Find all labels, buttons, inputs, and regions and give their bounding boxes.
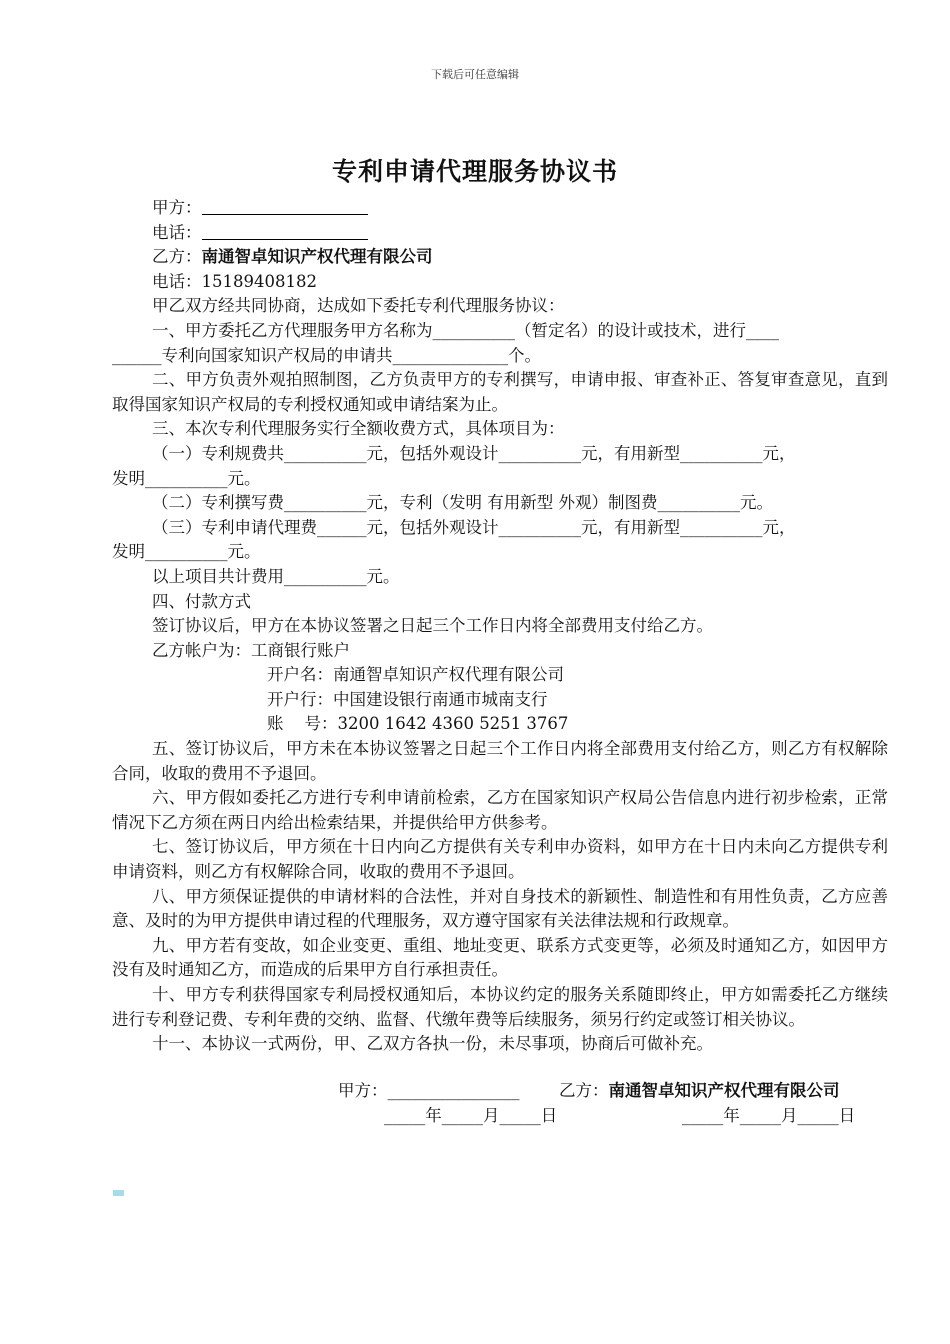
date-row <box>112 1104 888 1129</box>
party-a-phone-blank <box>202 223 368 240</box>
party-a-blank <box>202 198 368 215</box>
signature-row <box>112 1079 888 1104</box>
fee-item-1-line-1: （一）专利规费共__________元，包括外观设计__________元，有用新型__________元， <box>152 443 796 463</box>
clause-8: 八、甲方须保证提供的申请材料的合法性，并对自身技术的新颖性、制造性和有用性负责，乙方应善意、及时的为甲方提供申请过程的代理服务，双方遵守国家有关法律法规和行政规章。 <box>112 886 888 931</box>
party-b-label: 乙方： <box>152 247 202 267</box>
account-number: 账 号：3200 1642 4360 5251 3767 <box>267 714 569 734</box>
cursor-mark <box>113 1190 124 1196</box>
party-a-line <box>112 196 888 221</box>
fee-total: 以上项目共计费用__________元。 <box>152 566 400 586</box>
clause-1-line-2: ______专利向国家知识产权局的申请共______________个。 <box>112 345 541 365</box>
document-title: 专利申请代理服务协议书 <box>331 157 618 186</box>
fee-item-1-line-2: 发明__________元。 <box>112 468 261 488</box>
party-a-date: _____年_____月_____日 <box>384 1105 558 1125</box>
clause-3: 三、本次专利代理服务实行全额收费方式，具体项目为： <box>152 419 565 439</box>
party-b-signature-name: 南通智卓知识产权代理有限公司 <box>608 1080 840 1100</box>
clause-7: 七、签订协议后，甲方须在十日内向乙方提供有关专利申办资料，如甲方在十日内未向乙方提供专利申请资料，则乙方有权解除合同，收取的费用不予退回。 <box>112 837 888 882</box>
clause-2: 二、甲方负责外观拍照制图，乙方负责甲方的专利撰写，申请申报、审查补正、答复审查意见，直到取得国家知识产权局的专利授权通知或申请结案为止。 <box>112 370 888 414</box>
party-b-date: _____年_____月_____日 <box>682 1105 856 1125</box>
clause-5: 五、签订协议后，甲方未在本协议签署之日起三个工作日内将全部费用支付给乙方，则乙方有权解除合同，收取的费用不予退回。 <box>112 739 888 783</box>
fee-item-3-line-2: 发明__________元。 <box>112 542 261 562</box>
clause-10: 十、甲方专利获得国家专利局授权通知后，本协议约定的服务关系随即终止，甲方如需委托乙方继续进行专利登记费、专利年费的交纳、监督、代缴年费等后续服务，须另行约定或签订相关协议。 <box>112 985 888 1029</box>
party-a-phone-label: 电话： <box>152 222 202 242</box>
clause-4: 四、付款方式 <box>152 591 251 611</box>
party-b-name: 南通智卓知识产权代理有限公司 <box>201 247 433 267</box>
party-a-signature: 甲方：________________ <box>338 1080 520 1100</box>
account-bank: 开户行：中国建设银行南通市城南支行 <box>267 689 548 709</box>
fee-item-3-line-1: （三）专利申请代理费______元，包括外观设计__________元，有用新型__________元， <box>152 517 796 537</box>
fee-item-2: （二）专利撰写费__________元，专利（发明 有用新型 外观）制图费__________元。 <box>152 493 773 513</box>
clause-11: 十一、本协议一式两份，甲、乙双方各执一份，未尽事项，协商后可做补充。 <box>152 1034 713 1054</box>
document-body <box>112 196 888 1129</box>
clause-6: 六、甲方假如委托乙方进行专利申请前检索，乙方在国家知识产权局公告信息内进行初步检索，正常情况下乙方须在两日内给出检索结果，并提供给甲方供参考。 <box>112 788 888 832</box>
payment-text: 签订协议后，甲方在本协议签署之日起三个工作日内将全部费用支付给乙方。 <box>152 616 713 636</box>
account-name: 开户名：南通智卓知识产权代理有限公司 <box>267 665 564 685</box>
party-a-label: 甲方： <box>152 198 202 217</box>
intro-text: 甲乙双方经共同协商，达成如下委托专利代理服务协议： <box>152 296 565 316</box>
clause-9: 九、甲方若有变故，如企业变更、重组、地址变更、联系方式变更等，必须及时通知乙方，如因甲方没有及时通知乙方，而造成的后果甲方自行承担责任。 <box>112 935 888 980</box>
party-a-phone-line <box>112 221 888 246</box>
account-label: 乙方帐户为：工商银行账户 <box>152 640 350 660</box>
header-note: 下载后可任意编辑 <box>431 68 519 81</box>
party-b-phone: 电话：15189408182 <box>152 271 317 291</box>
party-b-line <box>112 245 888 270</box>
clause-1-line-1: 一、甲方委托乙方代理服务甲方名称为__________（暂定名）的设计或技术，进行____ <box>152 320 779 340</box>
party-b-signature <box>559 1079 840 1104</box>
party-b-signature-label: 乙方： <box>559 1080 609 1100</box>
